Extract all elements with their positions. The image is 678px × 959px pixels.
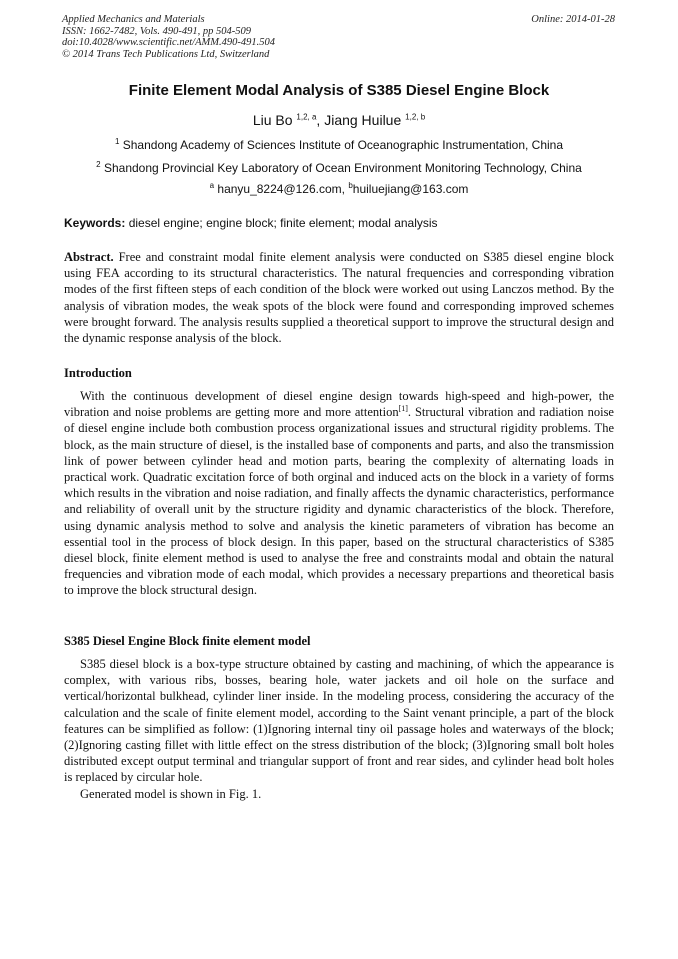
issn-line: ISSN: 1662-7482, Vols. 490-491, pp 504-509: [62, 25, 251, 37]
model-section-heading: S385 Diesel Engine Block finite element model: [64, 634, 311, 648]
keywords-label: Keywords:: [64, 216, 126, 230]
affiliation-2: [0, 161, 678, 175]
intro-text: With the continuous development of diesel engine design towards high-speed and high-power, the vibration and noise problems are getting more and more attention: [64, 389, 614, 420]
email-mark: a: [209, 181, 215, 190]
model-figure-ref: Generated model is shown in Fig. 1.: [80, 787, 262, 801]
affiliation-1: [0, 138, 678, 152]
author-emails: [0, 182, 678, 196]
abstract: [64, 249, 614, 346]
keywords-text: diesel engine; engine block; finite element; modal analysis: [128, 216, 438, 230]
author-list: [0, 112, 678, 128]
keywords: [64, 216, 438, 230]
paper-title: Finite Element Modal Analysis of S385 Diesel Engine Block: [128, 82, 550, 99]
citation-ref: [1]: [398, 404, 408, 414]
doi-line: doi:10.4028/www.scientific.net/AMM.490-491.504: [62, 37, 275, 48]
journal-name: Applied Mechanics and Materials: [62, 14, 205, 25]
affiliation-number: 2: [96, 160, 101, 169]
author-affiliation-mark: 1,2, a: [296, 112, 317, 122]
affiliation-text: Shandong Academy of Sciences Institute of Oceanographic Instrumentation, China: [122, 138, 564, 152]
journal-header: [62, 14, 275, 60]
author-separator: ,: [316, 112, 325, 128]
email-address: hanyu_8224@126.com,: [217, 182, 349, 196]
model-paragraph: S385 diesel block is a box-type structure obtained by casting and machining, of which the appearance is complex, with various ribs, bosses, bearing hole, water jackets and oil hole on the surface and vertical/horizontal bulkhead, cylinder liner inside. In the modeling process, considering the accuracy of the calculation and the scale of finite element model, according to the Saint venant principle, a part of the block features can be simplified as follow: (1)Ignoring internal tiny oil passage holes and waterways of the block; (2)Ignoring casting fillet with little effect on the stress distribution of the block; (3)Ignoring small bolt holes distributed except output terminal and triangular support of front and rear sides, and cylinder head bolt holes is replaced by circular hole.: [64, 657, 614, 785]
copyright-line: © 2014 Trans Tech Publications Ltd, Switzerland: [62, 48, 270, 60]
abstract-label: Abstract.: [64, 250, 114, 264]
author-name: Jiang Huilue: [324, 112, 402, 128]
email-address: huiluejiang@163.com: [352, 182, 469, 196]
email-mark: b: [348, 181, 353, 190]
intro-text-cont: . Structural vibration and radiation noise of diesel engine include both combustion process organizational issues and structural rigidity problems. The block, as the main structure of diesel, is the installed base of components and parts, and also the transmission link of power between cylinder head and motion parts, bearing the complexity of alternating loads in practical work. Quadratic excitation force of both orginal and induced acts on the block in a variety of forms which results in the vibration and noise radiation, and finally affects the dynamic characteristics, performance and reliability of overall unit by the structure rigidity and dynamic characteristics of the block. Therefore, using dynamic analysis method to solve and analysis the kinetic parameters of vibration has become an essential tool in the process of block design. In this paper, based on the structural characteristics of S385 diesel block, finite element method is used to analyse the free and constraints modal and obtain the natural frequencies and vibration mode of each modal, which provides a necessary prepartions and theoretical basis to improve the block structural design.: [64, 405, 614, 598]
abstract-text: Free and constraint modal finite element analysis were conducted on S385 diesel engine block using FEA according to its structural characteristics. The natural frequencies and corresponding vibration modes of the first fifteen steps of each condition of the block were worked out using Lanczos method. By the analysis of vibration modes, the weak spots of the block were found and corresponding improved schemes were brought forward. The analysis results supplied a theoretical support to improve the structural design and the dynamic response analysis of the block.: [64, 250, 614, 346]
author-affiliation-mark: 1,2, b: [405, 112, 426, 122]
online-date: Online: 2014-01-28: [531, 14, 615, 25]
author-name: Liu Bo: [252, 112, 293, 128]
affiliation-number: 1: [114, 137, 120, 146]
introduction-paragraph: [64, 388, 614, 599]
introduction-heading: Introduction: [64, 366, 132, 380]
affiliation-text: Shandong Provincial Key Laboratory of Ocean Environment Monitoring Technology, China: [103, 161, 582, 175]
